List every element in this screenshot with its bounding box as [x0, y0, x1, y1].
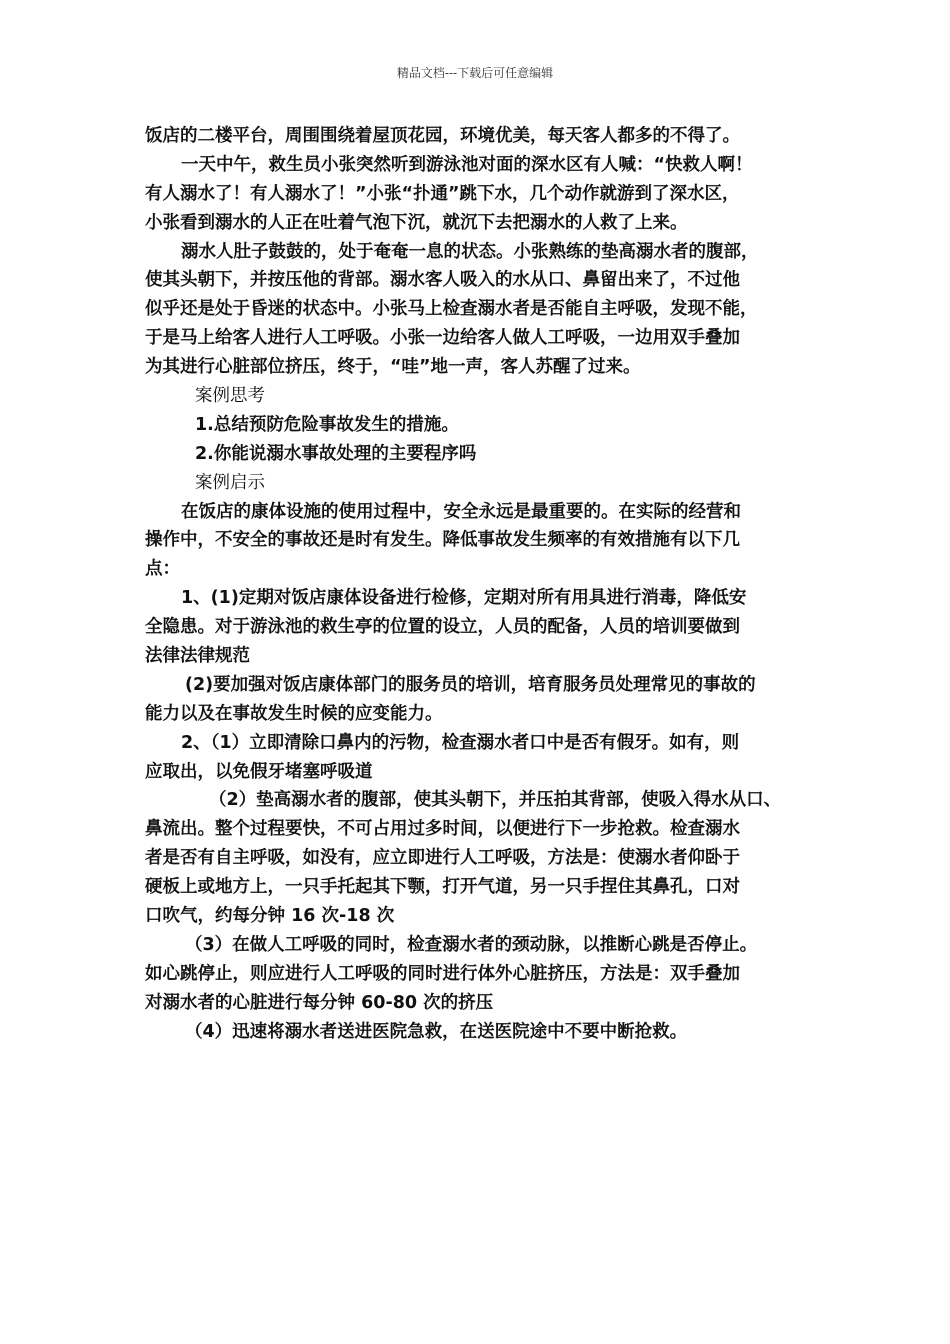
- text-line: 法律法律规范: [145, 646, 250, 667]
- text-line: 似乎还是处于昏迷的状态中。小张马上检查溺水者是否能自主呼吸，发现不能，: [145, 299, 758, 320]
- text-line: 点：: [145, 559, 180, 580]
- text-line: （4）迅速将溺水者送进医院急救，在送医院途中不要中断抢救。: [185, 1021, 688, 1042]
- text-line: 操作中，不安全的事故还是时有发生。降低事故发生频率的有效措施有以下几: [145, 530, 740, 551]
- text-line: （2）垫高溺水者的腹部，使其头朝下，并压拍其背部，使吸入得水从口、: [209, 790, 782, 811]
- text-line: 于是马上给客人进行人工呼吸。小张一边给客人做人工呼吸，一边用双手叠加: [145, 328, 740, 349]
- text-line: 应取出，以免假牙堵塞呼吸道: [145, 761, 373, 782]
- text-line: 者是否有自主呼吸，如没有，应立即进行人工呼吸，方法是：使溺水者仰卧于: [145, 848, 740, 869]
- text-line: 溺水人肚子鼓鼓的，处于奄奄一息的状态。小张熟练的垫高溺水者的腹部，: [181, 241, 759, 262]
- text-line: 在饭店的康体设施的使用过程中，安全永远是最重要的。在实际的经营和: [181, 501, 741, 522]
- text-line: 1、(1)定期对饭店康体设备进行检修，定期对所有用具进行消毒，降低安: [181, 588, 747, 609]
- text-line: （3）在做人工呼吸的同时，检查溺水者的颈动脉，以推断心跳是否停止。: [185, 934, 758, 955]
- page-header: 精品文档---下载后可任意编辑: [396, 66, 554, 80]
- text-line: (2)要加强对饭店康体部门的服务员的培训，培育服务员处理常见的事故的: [185, 674, 756, 695]
- text-line: 全隐患。对于游泳池的救生亭的位置的设立，人员的配备，人员的培训要做到: [145, 617, 740, 638]
- text-line: 如心跳停止，则应进行人工呼吸的同时进行体外心脏挤压，方法是：双手叠加: [145, 963, 740, 984]
- text-line: 一天中午，救生员小张突然听到游泳池对面的深水区有人喊：“快救人啊！: [181, 154, 753, 175]
- text-line: 有人溺水了！有人溺水了！”小张“扑通”跳下水，几个动作就游到了深水区，: [145, 183, 740, 204]
- section-heading: 案例思考: [195, 386, 265, 407]
- text-line: 鼻流出。整个过程要快，不可占用过多时间，以便进行下一步抢救。检查溺水: [145, 819, 740, 840]
- text-line: 2、（1）立即清除口鼻内的污物，检查溺水者口中是否有假牙。如有，则: [181, 732, 740, 753]
- text-line: 能力以及在事故发生时候的应变能力。: [145, 703, 443, 724]
- text-line: 口吹气，约每分钟 16 次-18 次: [145, 906, 395, 927]
- text-line: 小张看到溺水的人正在吐着气泡下沉，就沉下去把溺水的人救了上来。: [145, 212, 688, 233]
- text-line: 硬板上或地方上，一只手托起其下颚，打开气道，另一只手捏住其鼻孔，口对: [145, 877, 740, 898]
- text-line: 使其头朝下，并按压他的背部。溺水客人吸入的水从口、鼻留出来了，不过他: [145, 270, 740, 291]
- question-item: 1.总结预防危险事故发生的措施。: [195, 414, 459, 435]
- section-heading: 案例启示: [195, 472, 265, 493]
- text-line: 饭店的二楼平台，周围围绕着屋顶花园，环境优美，每天客人都多的不得了。: [145, 126, 740, 146]
- text-line: 为其进行心脏部位挤压，终于，“哇”地一声，客人苏醒了过来。: [145, 357, 641, 378]
- question-item: 2.你能说溺水事故处理的主要程序吗: [195, 443, 477, 464]
- document-body: [145, 122, 815, 1047]
- text-line: 对溺水者的心脏进行每分钟 60-80 次的挤压: [145, 992, 494, 1013]
